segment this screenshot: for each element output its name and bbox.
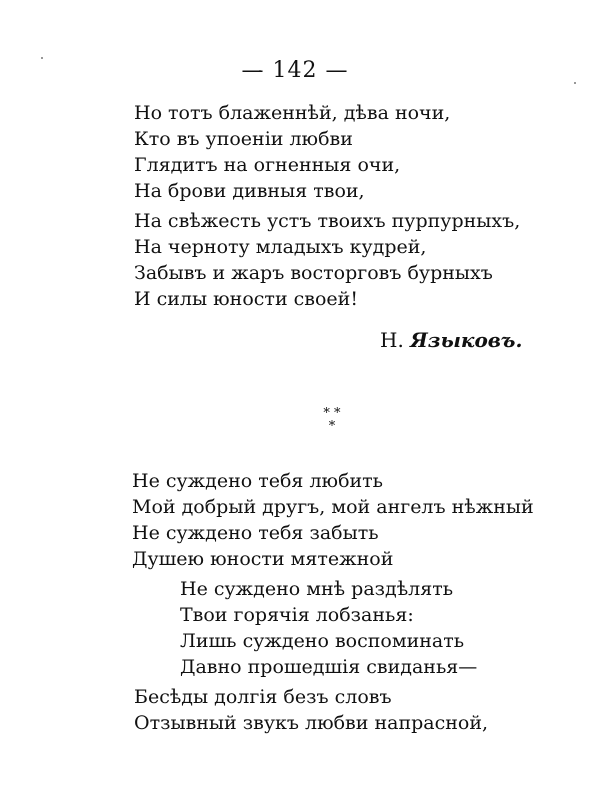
author-name: Языковъ. [410, 328, 523, 352]
verse-line: Кто въ упоеніи любви [134, 128, 353, 150]
poem1-stanza2 [134, 208, 520, 312]
verse-line: Твои горячія лобзанья: [180, 604, 414, 626]
verse-line: Душею юности мятежной [132, 548, 394, 570]
verse-line: На свѣжесть устъ твоихъ пурпурныхъ, [134, 210, 521, 232]
verse-line: Отзывный звукъ любви напрасной, [134, 712, 489, 734]
poem2-stanza3 [134, 684, 488, 736]
verse-line: Забывъ и жаръ восторговъ бурныхъ [134, 262, 493, 284]
verse-line: Давно прошедшія свиданья— [180, 656, 478, 678]
verse-line: Лишь суждено воспоминать [180, 630, 465, 652]
verse-line: Но тотъ блаженнѣй, дѣва ночи, [134, 102, 451, 124]
verse-line: Бесѣды долгія безъ словъ [134, 686, 392, 708]
asterism-top: * * [323, 406, 341, 421]
poem2-stanza2 [180, 576, 477, 680]
verse-line: На брови дивныя твои, [134, 180, 365, 202]
asterism-bottom: * [328, 419, 336, 434]
verse-line: Не суждено мнѣ раздѣлять [180, 578, 454, 600]
page-number: — 142 — [241, 58, 349, 83]
verse-line: Не суждено тебя любить [132, 470, 384, 492]
author-signature [380, 328, 522, 352]
asterism-separator [312, 407, 352, 441]
verse-line: Мой добрый другъ, мой ангелъ нѣжный [132, 496, 534, 518]
author-initial: Н. [380, 328, 404, 352]
verse-line: И силы юности своей! [134, 288, 358, 310]
verse-line: Глядитъ на огненныя очи, [134, 154, 401, 176]
poem1-stanza1 [134, 100, 450, 204]
verse-line: Не суждено тебя забыть [132, 522, 379, 544]
poem2-stanza1 [132, 468, 534, 572]
verse-line: На черноту младыхъ кудрей, [134, 236, 427, 258]
